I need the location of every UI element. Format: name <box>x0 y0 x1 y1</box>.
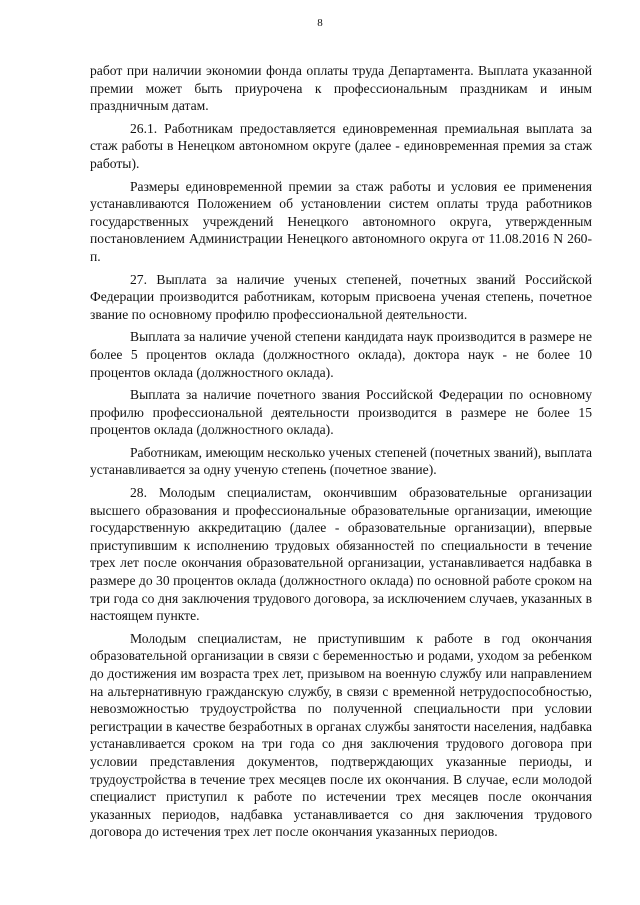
page-number: 8 <box>317 17 323 29</box>
paragraph-young-specialists: Молодым специалистам, не приступившим к работе в год окончания образовательной организации в связи с беременностью и родами, уходом за ребенком до достижения им возраста трех лет, призывом на военную службу или направлением на альтернативную гражданскую службу, в связи с временной нетрудоспособностью, невозможностью трудоустройства по полученной специальности при условии регистрации в качестве безработных в органах службы занятости населения, надбавка устанавливается сроком на три года со дня заключения трудового договора при условии представления документов, подтверждающих указанные периоды, и трудоустройства в течение трех месяцев после их окончания. В случае, если молодой специалист приступил к работе по истечении трех месяцев после окончания указанных периодов, надбавка устанавливается со дня заключения трудового договора до истечения трех лет после окончания указанных периодов. <box>90 630 592 840</box>
paragraph-26-1: 26.1. Работникам предоставляется единовременная премиальная выплата за стаж работы в Ненецком автономном округе (далее - единовременная премия за стаж работы). <box>90 120 592 171</box>
paragraph-28: 28. Молодым специалистам, окончившим образовательные организации высшего образования и профессиональные образовательные организации, имеющие государственную аккредитацию (далее - образовательные организации), впервые приступившим к исполнению трудовых обязанностей по специальности в течение трех лет после окончания образовательной организации, устанавливается надбавка в размере до 30 процентов оклада (должностного оклада) по основной работе сроком на три года со дня заключения трудового договора, за исключением случаев, указанных в настоящем пункте. <box>90 485 592 624</box>
paragraph-premium-conditions: Размеры единовременной премии за стаж работы и условия ее применения устанавливаются Положением об установлении систем оплаты труда работников государственных учреждений Ненецкого автономного округа, утвержденным постановлением Администрации Ненецкого автономного округа от 11.08.2016 N 260-п. <box>90 178 592 264</box>
paragraph-multiple-degrees: Работникам, имеющим несколько ученых степеней (почетных званий), выплата устанавливается за одну ученую степень (почетное звание). <box>90 444 593 478</box>
paragraph-continuation: работ при наличии экономии фонда оплаты труда Департамента. Выплата указанной премии может быть приурочена к профессиональным праздникам и иным праздничным датам. <box>90 63 592 114</box>
paragraph-27: 27. Выплата за наличие ученых степеней, почетных званий Российской Федерации производится работникам, которым присвоена ученая степень, почетное звание по основному профилю профессиональной деятельности. <box>90 271 592 322</box>
paragraph-honorary-title-payment: Выплата за наличие почетного звания Российской Федерации по основному профилю профессиональной деятельности производится в размере не более 15 процентов оклада (должностного оклада). <box>90 387 592 438</box>
paragraph-degree-payment: Выплата за наличие ученой степени кандидата наук производится в размере не более 5 процентов оклада (должностного оклада), доктора наук - не более 10 процентов оклада (должностного оклада). <box>90 329 592 380</box>
document-body <box>90 62 592 846</box>
